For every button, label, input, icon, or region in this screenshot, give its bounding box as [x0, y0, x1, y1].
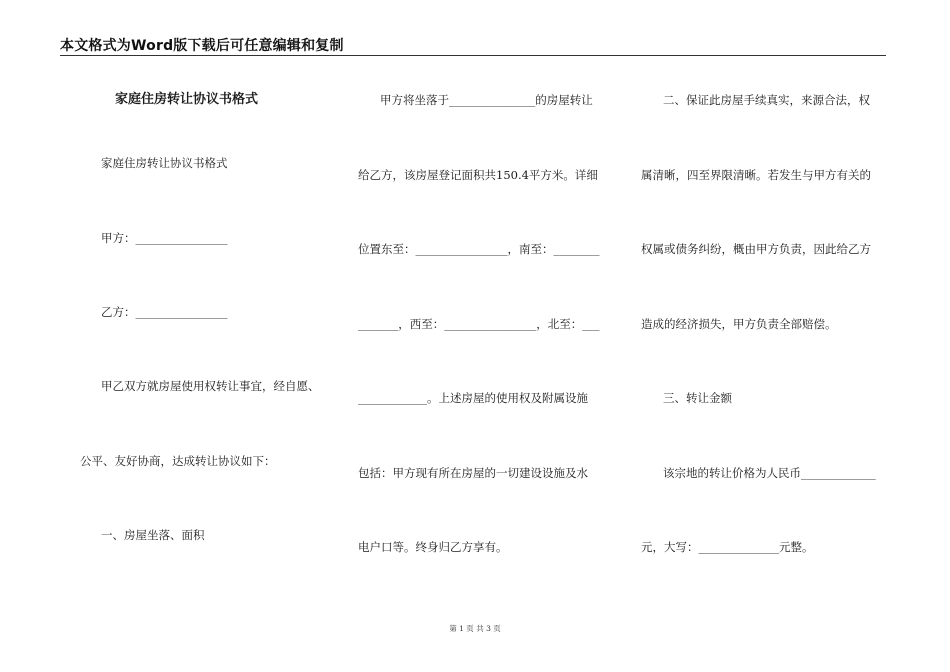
- text-line: 给乙方，该房屋登记面积共150.4平方米。详细: [358, 168, 598, 182]
- text-line: 包括：甲方现有所在房屋的一切建设设施及水: [358, 466, 588, 480]
- text-line: 造成的经济损失，甲方负责全部赔偿。: [641, 317, 837, 331]
- text-line: ____________。上述房屋的使用权及附属设施: [358, 391, 588, 405]
- text-line: 位置东至：________________，南至：________: [358, 242, 600, 256]
- page-number: 第 1 页 共 3 页: [449, 624, 501, 633]
- text-line: 家庭住房转让协议书格式: [101, 156, 228, 170]
- text-line: 甲乙双方就房屋使用权转让事宜，经自愿、: [101, 379, 320, 393]
- section-heading: 一、房屋坐落、面积: [101, 528, 205, 542]
- section-heading: 二、保证此房屋手续真实，来源合法，权: [663, 93, 870, 107]
- document-header: [60, 33, 886, 56]
- text-line: 权属或债务纠纷，概由甲方负责，因此给乙方: [641, 242, 871, 256]
- text-line: 该宗地的转让价格为人民币_____________: [663, 466, 876, 480]
- document-title: 家庭住房转让协议书格式: [115, 92, 259, 107]
- text-line: 元，大写：______________元整。: [641, 540, 814, 554]
- text-line: _______，西至：________________，北至：___: [358, 317, 600, 331]
- header-title: 本文格式为Word版下载后可任意编辑和复制: [60, 38, 344, 54]
- text-line: 电户口等。终身归乙方享有。: [358, 540, 508, 554]
- text-line: 属清晰，四至界限清晰。若发生与甲方有关的: [641, 168, 871, 182]
- text-line: 甲方将坐落于_______________的房屋转让: [380, 93, 593, 107]
- party-b-line: 乙方：________________: [101, 305, 228, 319]
- party-a-line: 甲方：________________: [101, 231, 228, 245]
- section-heading: 三、转让金额: [663, 391, 732, 405]
- text-line: 公平、友好协商，达成转让协议如下：: [80, 454, 276, 468]
